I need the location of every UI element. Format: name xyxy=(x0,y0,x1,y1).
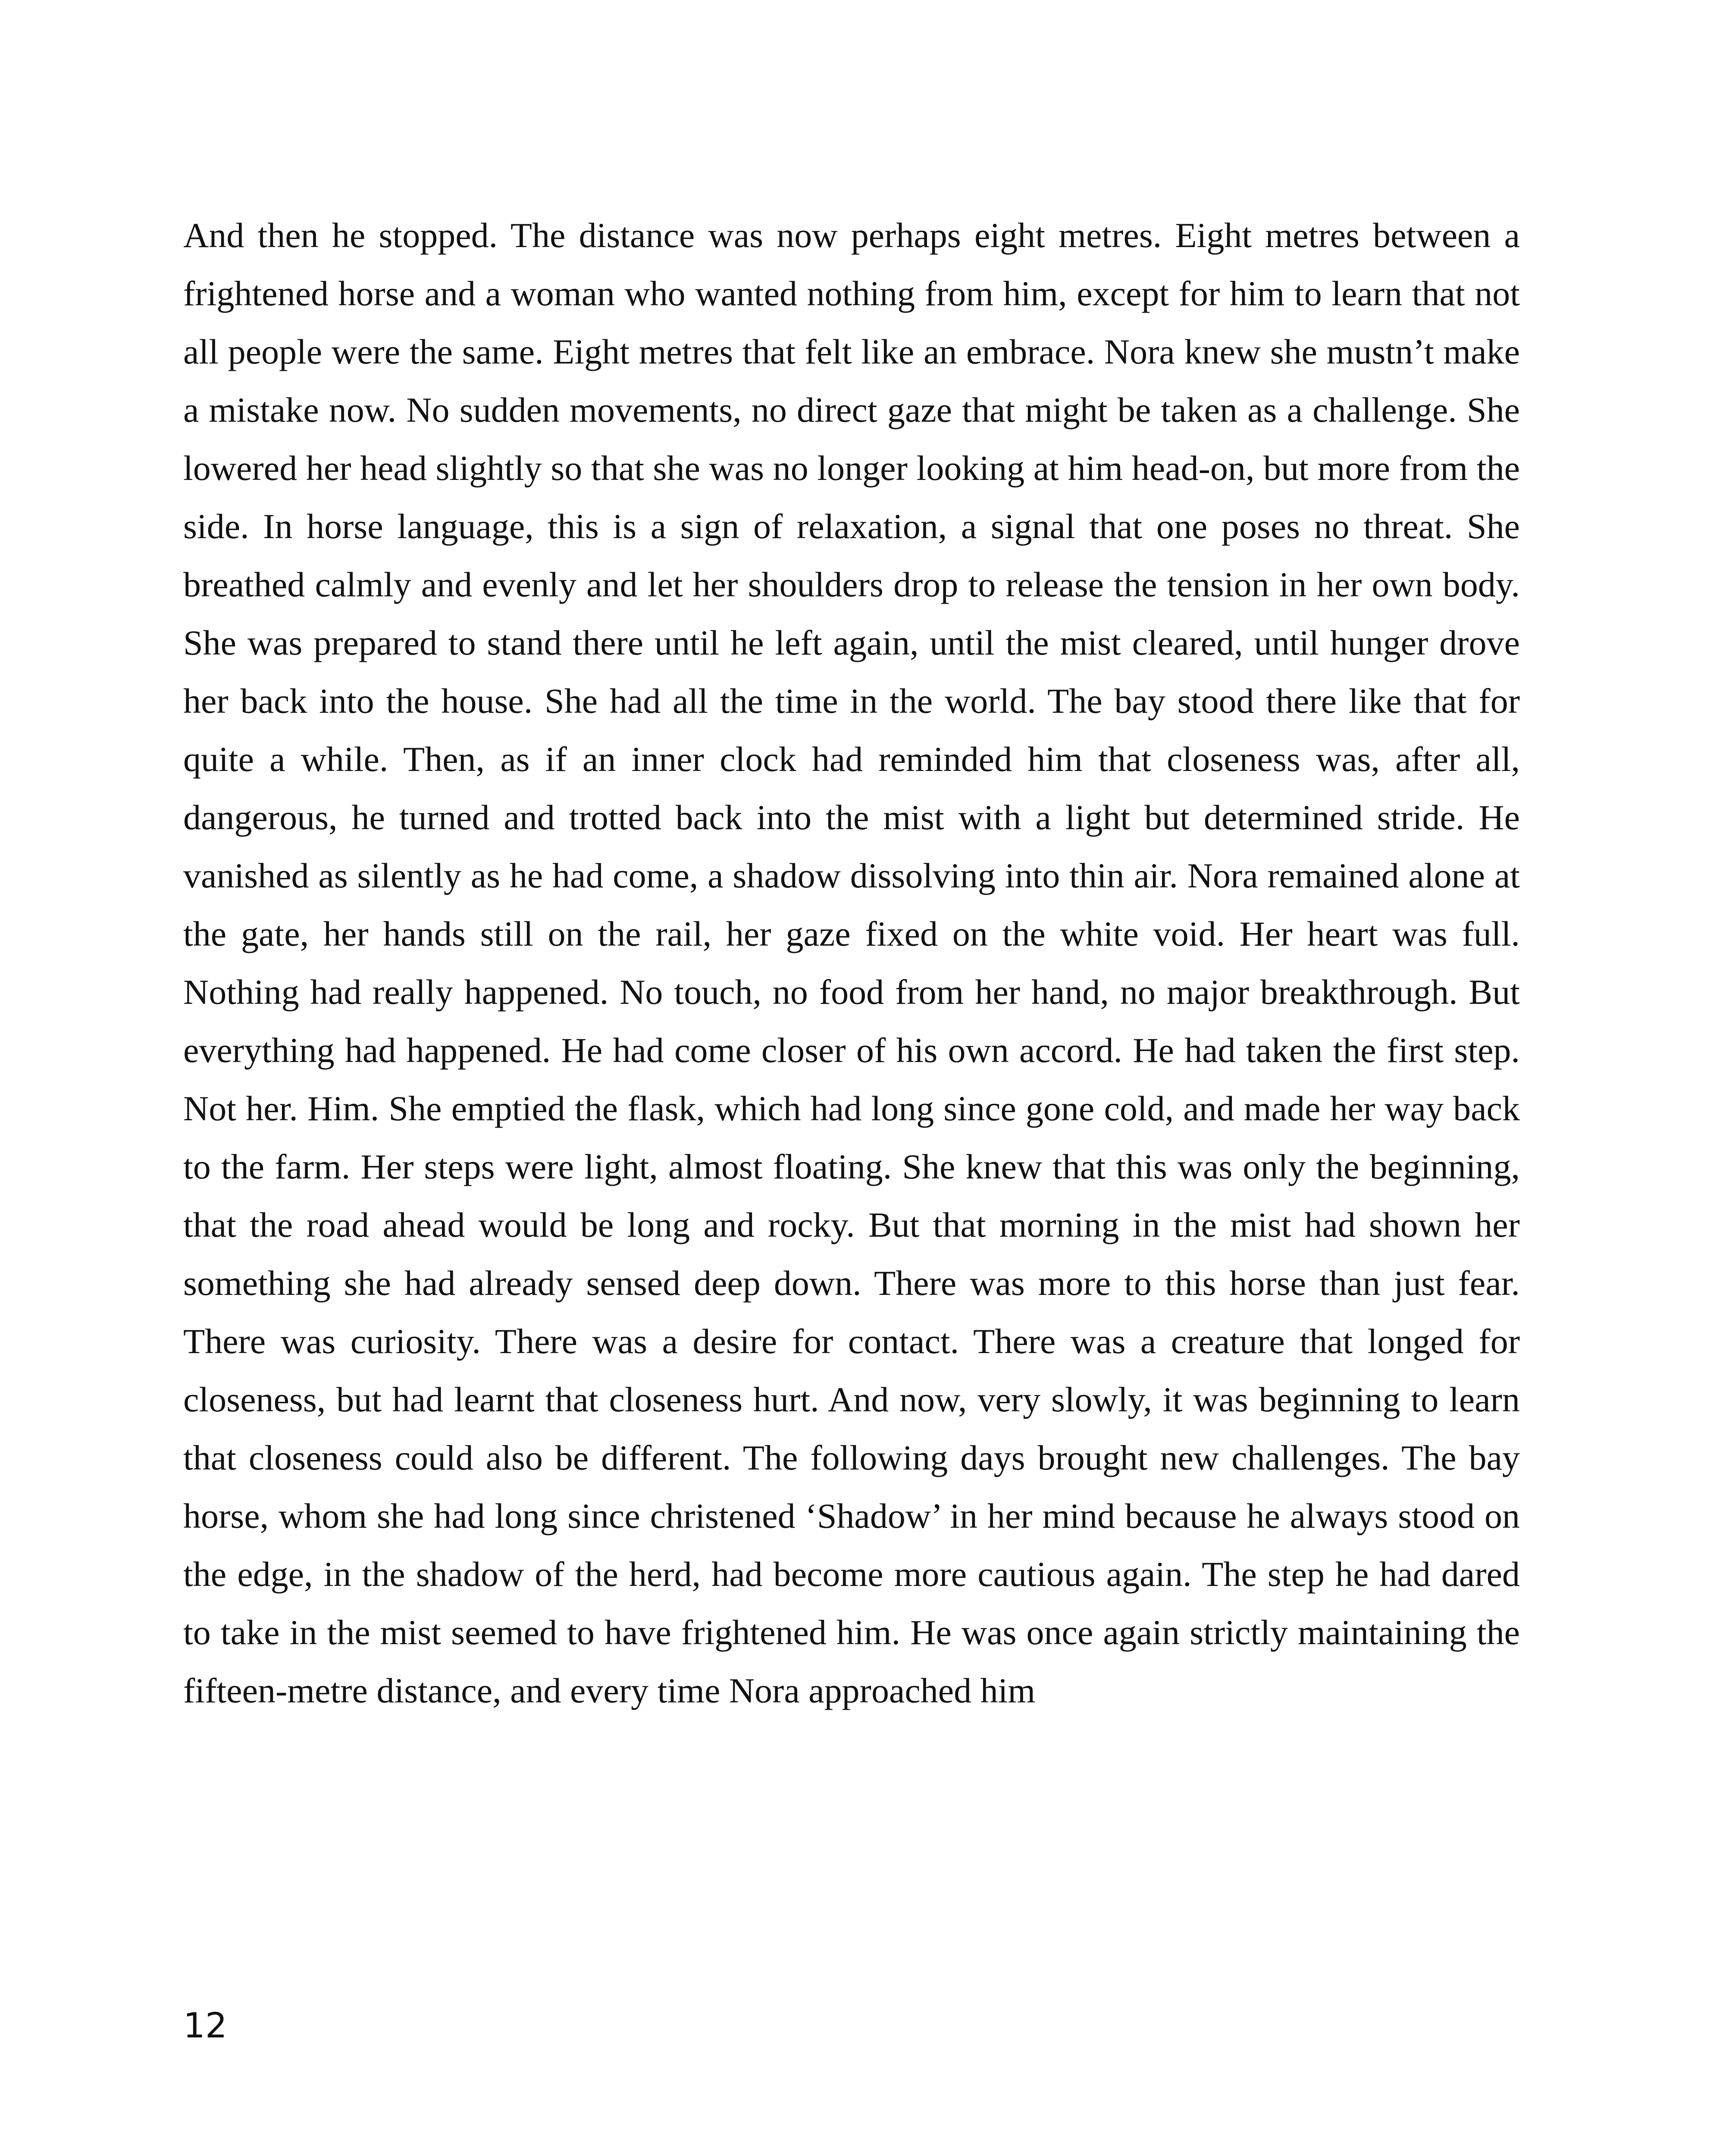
page-number: 12 xyxy=(183,2006,227,2046)
body-paragraph: And then he stopped. The distance was now perhaps eight metres. Eight metres between a frightened horse and a woman who wanted nothing from him, except for him to learn that not all people were the same. Eight metres that felt like an embrace. Nora knew she mustn’t make a mistake now. No sudden movements, no direct gaze that might be taken as a challenge. She lowered her head slightly so that she was no longer looking at him head-on, but more from the side. In horse language, this is a sign of relaxation, a signal that one poses no threat. She breathed calmly and evenly and let her shoulders drop to release the tension in her own body. She was prepared to stand there until he left again, until the mist cleared, until hunger drove her back into the house. She had all the time in the world. The bay stood there like that for quite a while. Then, as if an inner clock had reminded him that closeness was, after all, dangerous, he turned and trotted back into the mist with a light but determined stride. He vanished as silently as he had come, a shadow dissolving into thin air. Nora remained alone at the gate, her hands still on the rail, her gaze fixed on the white void. Her heart was full. Nothing had really happened. No touch, no food from her hand, no major breakthrough. But everything had happened. He had come closer of his own accord. He had taken the first step. Not her. Him. She emptied the flask, which had long since gone cold, and made her way back to the farm. Her steps were light, almost floating. She knew that this was only the beginning, that the road ahead would be long and rocky. But that morning in the mist had shown her something she had already sensed deep down. There was more to this horse than just fear. There was curiosity. There was a desire for contact. There was a creature that longed for closeness, but had learnt that closeness hurt. And now, very slowly, it was beginning to learn that closeness could also be different. The following days brought new challenges. The bay horse, whom she had long since christened ‘Shadow’ in her mind because he always stood on the edge, in the shadow of the herd, had become more cautious again. The step he had dared to take in the mist seemed to have frightened him. He was once again strictly maintaining the fifteen-metre distance, and every time Nora approached him xyxy=(183,216,1520,1710)
